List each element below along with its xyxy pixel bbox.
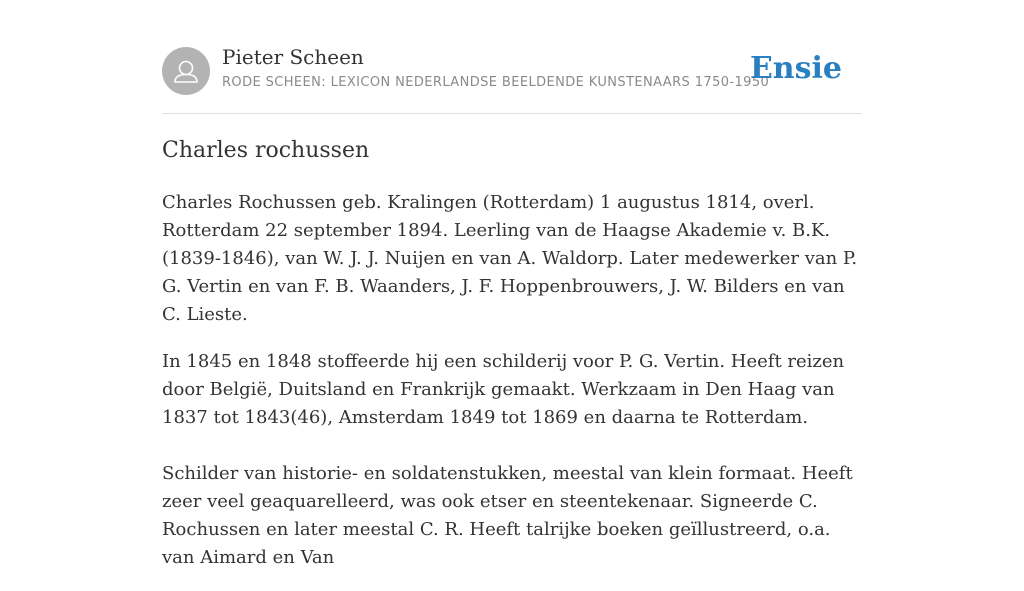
- paragraph: Schilder van historie- en soldatenstukken, meestal van klein formaat. Heeft zeer veel geaquarelleerd, was ook etser en steentekenaar. Signeerde C. Rochussen en later meestal C. R. Heeft talrijke boeken geïllustreerd, o.a. van Aimard en Van: [162, 463, 853, 568]
- author-name[interactable]: Pieter Scheen: [222, 45, 364, 69]
- author-header: [162, 0, 862, 114]
- content-container: [162, 0, 862, 568]
- paragraph: In 1845 en 1848 stoffeerde hij een schilderij voor P. G. Vertin. Heeft reizen door België, Duitsland en Frankrijk gemaakt. Werkzaam in Den Haag van 1837 tot 1843(46), Amsterdam 1849 tot 1869 en daarna te Rotterdam.: [162, 351, 845, 428]
- article-body: [162, 189, 862, 591]
- source-title[interactable]: RODE SCHEEN: LEXICON NEDERLANDSE BEELDENDE KUNSTENAARS 1750-1950: [222, 75, 770, 90]
- article-title: Charles rochussen: [162, 138, 370, 163]
- paragraph: Charles Rochussen geb. Kralingen (Rotterdam) 1 augustus 1814, overl. Rotterdam 22 september 1894. Leerling van de Haagse Akademie v. B.K. (1839-1846), van W. J. J. Nuijen en van A. Waldorp. Later medewerker van P. G. Vertin en van F. B. Waanders, J. F. Hoppenbrouwers, J. W. Bilders en van C. Lieste.: [162, 192, 858, 325]
- ensie-logo[interactable]: Ensie: [749, 51, 842, 86]
- user-icon: [162, 47, 210, 95]
- avatar[interactable]: [162, 47, 210, 95]
